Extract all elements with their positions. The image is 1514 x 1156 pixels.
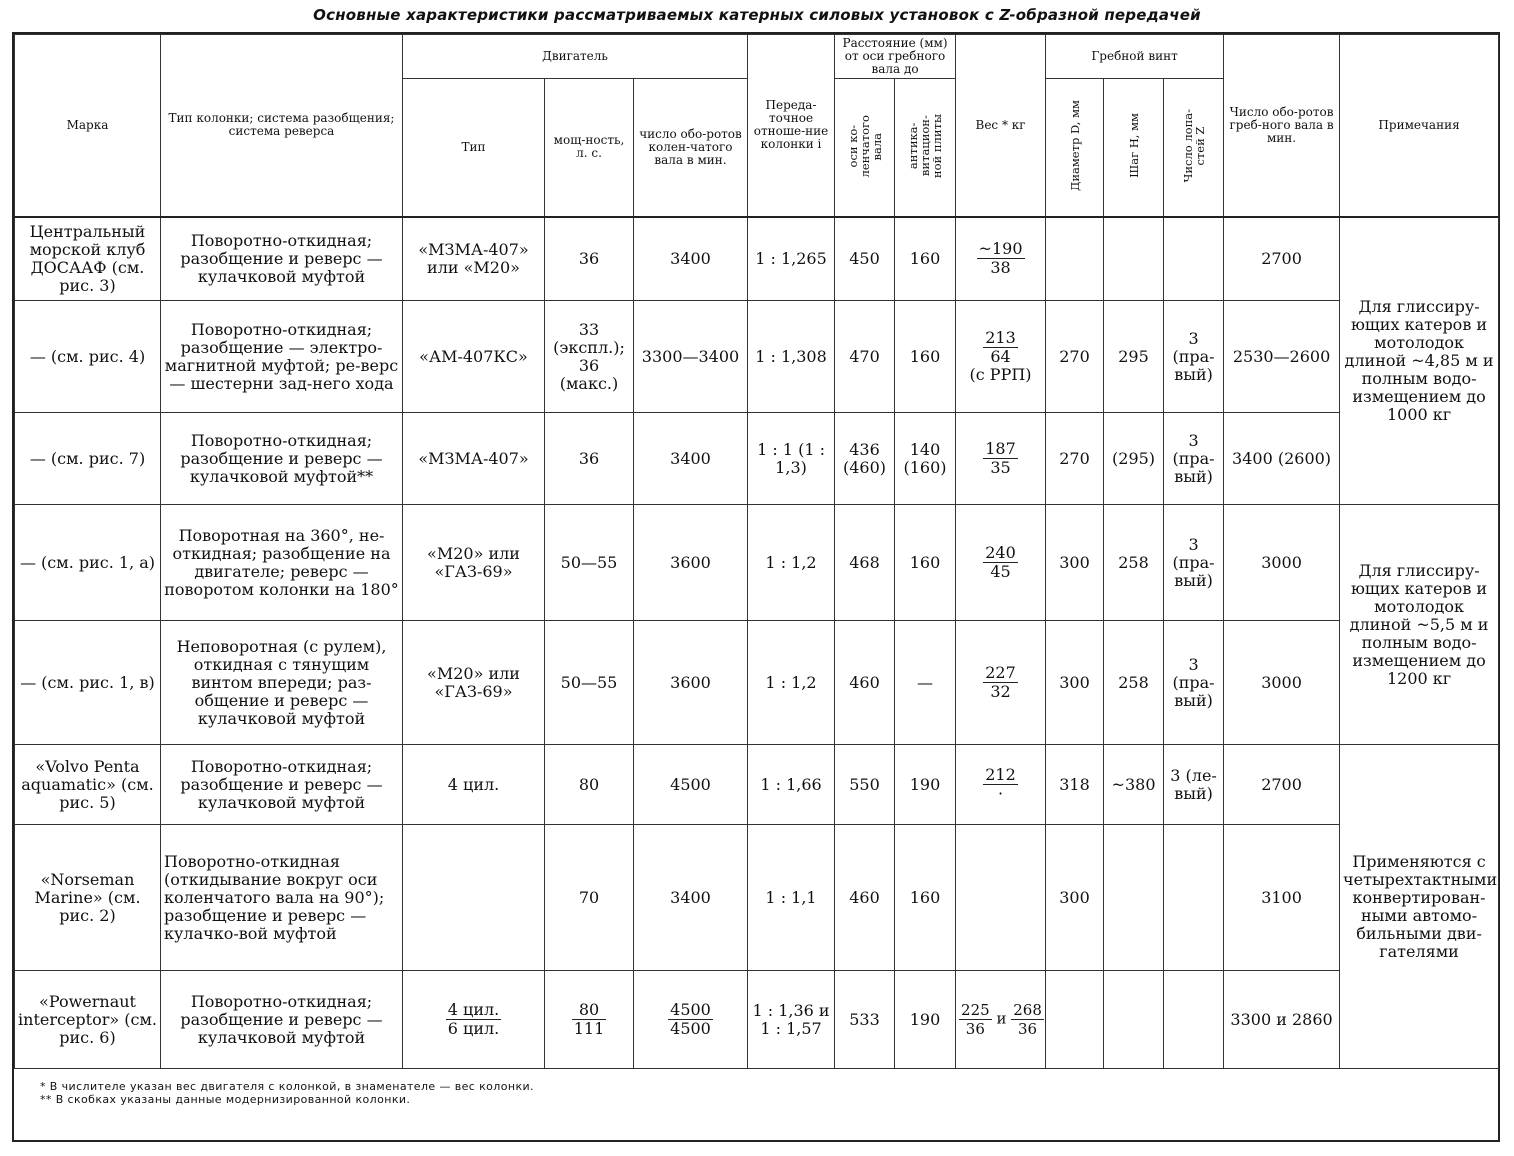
cell-moshch: 36 <box>545 217 634 301</box>
w1-num: 225 <box>961 1001 990 1019</box>
cell-dv-tip: 4 цил. <box>403 745 545 825</box>
cell-i: 1 : 1 (1 : 1,3) <box>748 413 835 505</box>
cell-plita: — <box>895 621 956 745</box>
cell-moshch: 80 <box>545 745 634 825</box>
cell-os: 436 (460) <box>835 413 895 505</box>
cell-ves <box>956 825 1046 971</box>
ves-num: 213 <box>985 328 1016 347</box>
cell-marka: — (см. рис. 1, в) <box>15 621 161 745</box>
cell-tip: Поворотно-откидная (откидывание вокруг оси коленчатого вала на 90°); разобщение и реверс — кулачко-вой муфтой <box>161 825 403 971</box>
cell-os: 533 <box>835 971 895 1069</box>
cell-n: 2700 <box>1224 217 1340 301</box>
cell-primech-c: Применяются с четырехтактными конвертирован-ными автомо-бильными дви-гателями <box>1340 745 1499 1069</box>
m-num: 80 <box>572 1001 607 1020</box>
ves-den: 64 <box>990 347 1011 366</box>
table-row <box>15 301 1499 413</box>
cell-marka: — (см. рис. 1, а) <box>15 505 161 621</box>
w1-den: 36 <box>965 1020 985 1038</box>
cell-tip: Поворотно-откидная; разобщение — электро-магнитной муфтой; ре-верс — шестерни зад-него хода <box>161 301 403 413</box>
cell-oboroty: 3400 <box>634 413 748 505</box>
cell-Z <box>1164 971 1224 1069</box>
cell-dv-tip: «МЗМА-407» <box>403 413 545 505</box>
cell-n: 2530—2600 <box>1224 301 1340 413</box>
cell-n: 2700 <box>1224 745 1340 825</box>
cell-tip: Поворотно-откидная; разобщение и реверс — кулачковой муфтой <box>161 745 403 825</box>
cell-oboroty <box>634 971 748 1069</box>
table-row <box>15 217 1499 301</box>
table-row <box>15 745 1499 825</box>
header-peredat: Переда-точное отноше-ние колонки i <box>748 35 835 217</box>
cell-moshch: 70 <box>545 825 634 971</box>
ves-num: ~190 <box>978 239 1023 259</box>
cell-H <box>1104 217 1164 301</box>
cell-n: 3100 <box>1224 825 1340 971</box>
ves-num: 212 <box>985 765 1016 784</box>
header-oboroty-greb: Число обо-ротов греб-ного вала в мин. <box>1224 35 1340 217</box>
footnote-2: ** В скобках указаны данные модернизированной колонки. <box>40 1093 411 1106</box>
ves-extra: (с РРП) <box>969 365 1032 384</box>
cell-ves <box>956 413 1046 505</box>
cell-plita: 190 <box>895 745 956 825</box>
cell-plita: 160 <box>895 217 956 301</box>
ves-num: 187 <box>985 439 1016 458</box>
cell-dv-tip <box>403 825 545 971</box>
cell-tip: Поворотная на 360°, не-откидная; разобщение на двигателе; реверс — поворотом колонки на 180° <box>161 505 403 621</box>
table-title: Основные характеристики рассматриваемых катерных силовых установок с Z-образной передачей <box>313 6 1201 24</box>
table-row <box>15 413 1499 505</box>
cell-dv-tip: «М20» или «ГАЗ-69» <box>403 621 545 745</box>
header-grebnoy-vint: Гребной винт <box>1046 35 1224 79</box>
cell-ves <box>956 971 1046 1069</box>
cell-D: 270 <box>1046 413 1104 505</box>
cell-H: ~380 <box>1104 745 1164 825</box>
cell-moshch: 36 <box>545 413 634 505</box>
cell-marka: — (см. рис. 4) <box>15 301 161 413</box>
cell-moshch <box>545 971 634 1069</box>
table-row <box>15 505 1499 621</box>
cell-marka: — (см. рис. 7) <box>15 413 161 505</box>
cell-plita: 160 <box>895 301 956 413</box>
cell-n: 3300 и 2860 <box>1224 971 1340 1069</box>
cell-n: 3000 <box>1224 621 1340 745</box>
cell-marka: «Norseman Marine» (см. рис. 2) <box>15 825 161 971</box>
cell-i: 1 : 1,36 и 1 : 1,57 <box>748 971 835 1069</box>
cell-Z: 3 (ле-вый) <box>1164 745 1224 825</box>
header-primech: Примечания <box>1340 35 1499 217</box>
dv-den: 6 цил. <box>447 1019 500 1038</box>
cell-Z <box>1164 217 1224 301</box>
cell-Z <box>1164 825 1224 971</box>
cell-D: 318 <box>1046 745 1104 825</box>
cell-moshch: 50—55 <box>545 505 634 621</box>
header-lopasti: Число лопа- стей Z <box>1180 108 1207 183</box>
cell-n: 3000 <box>1224 505 1340 621</box>
ves-num: 240 <box>985 543 1016 562</box>
ves-den: 32 <box>990 682 1011 701</box>
cell-oboroty: 3600 <box>634 621 748 745</box>
header-marka: Марка <box>15 35 161 217</box>
cell-plita: 160 <box>895 505 956 621</box>
o-den: 4500 <box>670 1019 711 1038</box>
header-shag: Шаг H, мм <box>1126 113 1141 179</box>
table-row <box>15 621 1499 745</box>
header-dvigatel: Двигатель <box>403 35 748 79</box>
cell-ves <box>956 505 1046 621</box>
footnotes <box>40 1080 534 1106</box>
characteristics-table <box>14 34 1499 1069</box>
ves-num: 227 <box>985 663 1016 682</box>
header-rasst-plita: антика- витацион- ной плиты <box>906 113 945 178</box>
cell-D: 300 <box>1046 505 1104 621</box>
cell-tip: Поворотно-откидная; разобщение и реверс — кулачковой муфтой** <box>161 413 403 505</box>
cell-tip: Поворотно-откидная; разобщение и реверс — кулачковой муфтой <box>161 217 403 301</box>
cell-os: 468 <box>835 505 895 621</box>
dv-num: 4 цил. <box>447 1000 500 1019</box>
table-row <box>15 825 1499 971</box>
cell-os: 460 <box>835 825 895 971</box>
cell-H: 295 <box>1104 301 1164 413</box>
cell-ves <box>956 621 1046 745</box>
cell-i: 1 : 1,1 <box>748 825 835 971</box>
cell-H: (295) <box>1104 413 1164 505</box>
w2-den: 36 <box>1018 1020 1038 1038</box>
cell-dv-tip: «МЗМА-407» или «М20» <box>403 217 545 301</box>
header-dv-moshch: мощ-ность, л. с. <box>545 79 634 217</box>
footnote-1: * В числителе указан вес двигателя с колонкой, в знаменателе — вес колонки. <box>40 1080 534 1093</box>
ves-and: и <box>996 1009 1007 1028</box>
cell-ves <box>956 301 1046 413</box>
cell-dv-tip: «М20» или «ГАЗ-69» <box>403 505 545 621</box>
cell-i: 1 : 1,66 <box>748 745 835 825</box>
cell-D <box>1046 217 1104 301</box>
cell-oboroty: 3600 <box>634 505 748 621</box>
o-num: 4500 <box>670 1000 711 1019</box>
header-dv-oboroty: число обо-ротов колен-чатого вала в мин. <box>634 79 748 217</box>
cell-dv-tip: «АМ-407КС» <box>403 301 545 413</box>
cell-os: 450 <box>835 217 895 301</box>
cell-H: 258 <box>1104 505 1164 621</box>
cell-i: 1 : 1,2 <box>748 505 835 621</box>
cell-marka: Центральный морской клуб ДОСААФ (см. рис. 3) <box>15 217 161 301</box>
cell-D: 270 <box>1046 301 1104 413</box>
cell-plita: 190 <box>895 971 956 1069</box>
cell-oboroty: 4500 <box>634 745 748 825</box>
cell-D <box>1046 971 1104 1069</box>
ves-den: · <box>997 784 1004 803</box>
cell-os: 550 <box>835 745 895 825</box>
cell-D: 300 <box>1046 825 1104 971</box>
ves-den: 45 <box>990 562 1011 581</box>
ves-den: 38 <box>990 258 1011 278</box>
cell-oboroty: 3400 <box>634 825 748 971</box>
cell-D: 300 <box>1046 621 1104 745</box>
header-dv-tip: Тип <box>403 79 545 217</box>
header-rasstoyanie: Расстояние (мм) от оси гребного вала до <box>835 35 956 79</box>
cell-H <box>1104 825 1164 971</box>
cell-Z: 3 (пра-вый) <box>1164 505 1224 621</box>
cell-i: 1 : 1,2 <box>748 621 835 745</box>
ves-den: 35 <box>990 458 1011 477</box>
cell-primech-b: Для глиссиру-ющих катеров и мотолодок длиной ~5,5 м и полным водо-измещением до 1200 кг <box>1340 505 1499 745</box>
cell-tip: Неповоротная (с рулем), откидная с тянущим винтом впереди; раз-общение и реверс — кулачковой муфтой <box>161 621 403 745</box>
cell-H: 258 <box>1104 621 1164 745</box>
cell-os: 460 <box>835 621 895 745</box>
cell-moshch: 33 (экспл.); 36 (макс.) <box>545 301 634 413</box>
header-rasst-os: оси ко- ленчатого вала <box>845 114 884 177</box>
cell-n: 3400 (2600) <box>1224 413 1340 505</box>
cell-i: 1 : 1,265 <box>748 217 835 301</box>
cell-tip: Поворотно-откидная; разобщение и реверс — кулачковой муфтой <box>161 971 403 1069</box>
cell-i: 1 : 1,308 <box>748 301 835 413</box>
cell-ves <box>956 745 1046 825</box>
cell-H <box>1104 971 1164 1069</box>
header-tip-kolonki: Тип колонки; система разобщения; система реверса <box>161 35 403 217</box>
cell-plita: 160 <box>895 825 956 971</box>
cell-oboroty: 3400 <box>634 217 748 301</box>
cell-ves <box>956 217 1046 301</box>
cell-Z: 3 (пра-вый) <box>1164 301 1224 413</box>
cell-Z: 3 (пра-вый) <box>1164 413 1224 505</box>
cell-plita: 140 (160) <box>895 413 956 505</box>
cell-os: 470 <box>835 301 895 413</box>
cell-oboroty: 3300—3400 <box>634 301 748 413</box>
cell-marka: «Volvo Penta aquamatic» (см. рис. 5) <box>15 745 161 825</box>
table-row <box>15 971 1499 1069</box>
cell-primech-a: Для глиссиру-ющих катеров и мотолодок длиной ~4,85 м и полным водо-измещением до 1000 кг <box>1340 217 1499 505</box>
m-den: 111 <box>573 1019 605 1038</box>
cell-moshch: 50—55 <box>545 621 634 745</box>
cell-dv-tip <box>403 971 545 1069</box>
cell-Z: 3 (пра-вый) <box>1164 621 1224 745</box>
header-diam: Диаметр D, мм <box>1067 100 1082 192</box>
header-ves: Вес * кг <box>956 35 1046 217</box>
cell-marka: «Powernaut interceptor» (см. рис. 6) <box>15 971 161 1069</box>
w2-num: 268 <box>1013 1001 1042 1019</box>
